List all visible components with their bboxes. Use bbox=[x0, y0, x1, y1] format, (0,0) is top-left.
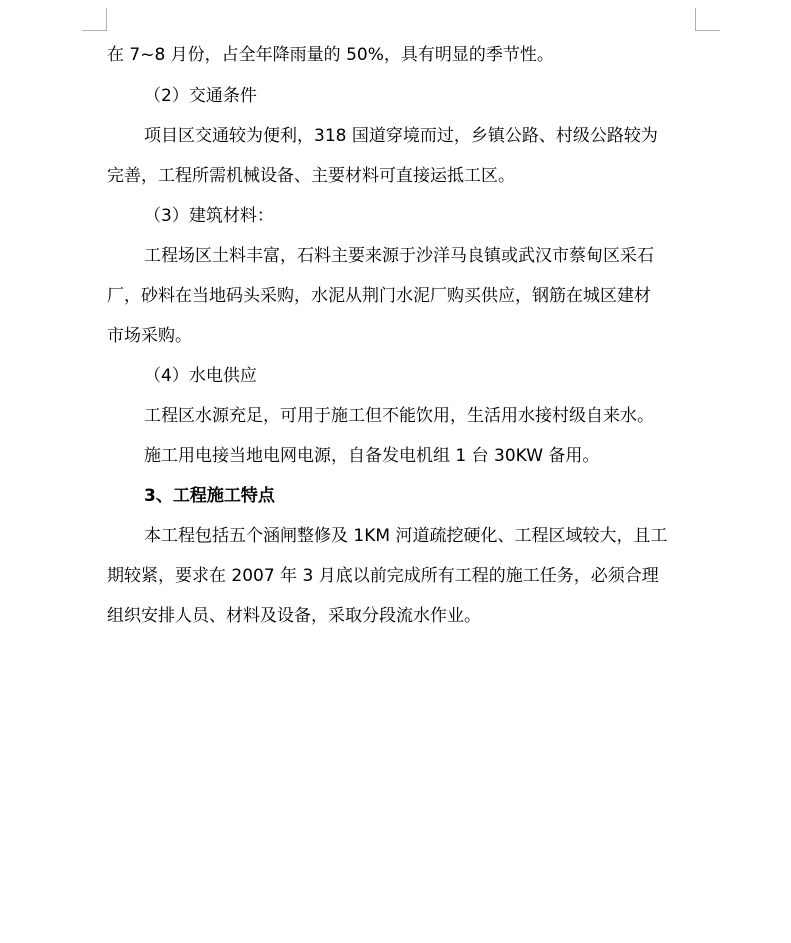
body-text-line: 组织安排人员、材料及设备，采取分段流水作业。 bbox=[107, 606, 481, 626]
section-heading-traffic: （2）交通条件 bbox=[144, 86, 257, 106]
body-text-line: 厂，砂料在当地码头采购，水泥从荆门水泥厂购买供应，钢筋在城区建材 bbox=[107, 286, 651, 306]
body-text-line: 本工程包括五个涵闸整修及 1KM 河道疏挖硬化、工程区域较大，且工 bbox=[144, 526, 668, 546]
section-heading-construction-features: 3、工程施工特点 bbox=[144, 486, 275, 506]
body-text-line: 完善，工程所需机械设备、主要材料可直接运抵工区。 bbox=[107, 166, 515, 186]
body-text-line: 项目区交通较为便利，318 国道穿境而过，乡镇公路、村级公路较为 bbox=[144, 126, 658, 146]
body-text-line: 工程区水源充足，可用于施工但不能饮用，生活用水接村级自来水。 bbox=[144, 406, 654, 426]
body-text-line: 市场采购。 bbox=[107, 326, 192, 346]
body-text-line: 工程场区土料丰富，石料主要来源于沙洋马良镇或武汉市蔡甸区采石 bbox=[144, 246, 654, 266]
crop-mark-top-left bbox=[82, 8, 107, 31]
body-text-line: 期较紧，要求在 2007 年 3 月底以前完成所有工程的施工任务，必须合理 bbox=[107, 566, 659, 586]
body-text-line: 施工用电接当地电网电源，自备发电机组 1 台 30KW 备用。 bbox=[144, 446, 600, 466]
section-heading-utilities: （4）水电供应 bbox=[144, 366, 257, 386]
crop-mark-top-right bbox=[695, 8, 720, 31]
body-text-line: 在 7~8 月份，占全年降雨量的 50%，具有明显的季节性。 bbox=[107, 45, 554, 65]
section-heading-materials: （3）建筑材料： bbox=[144, 206, 274, 226]
